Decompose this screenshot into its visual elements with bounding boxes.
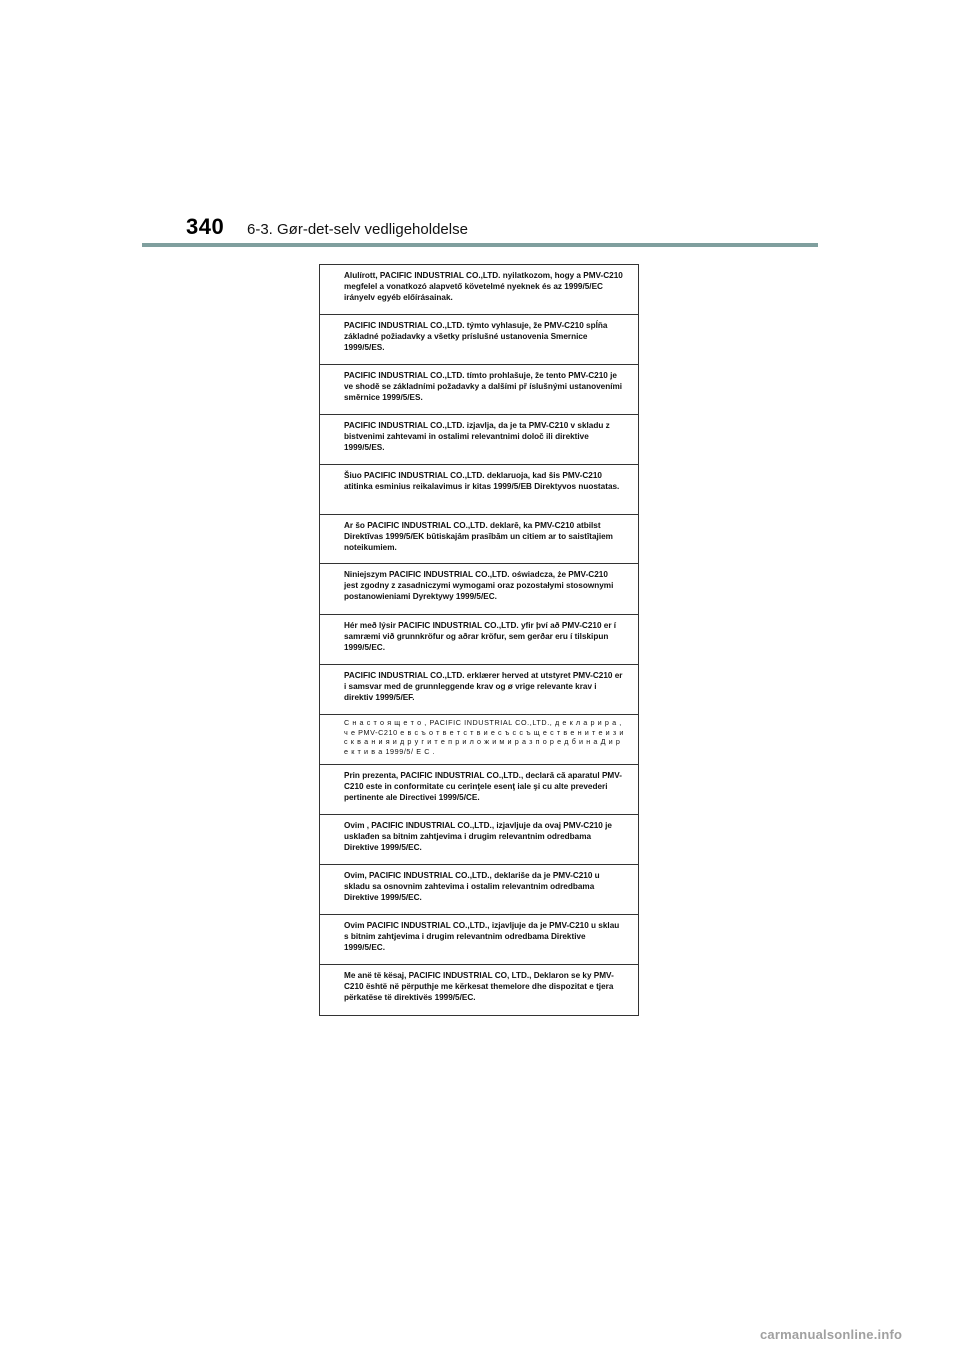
header-divider: [142, 243, 818, 247]
declaration-cell-lt: Šiuo PACIFIC INDUSTRIAL CO.,LTD. deklaruoja, kad šis PMV-C210 atitinka esminius reikalavimus ir kitas 1999/5/EB Direktyvos nuostatas.: [320, 465, 638, 515]
declaration-cell-lv: Ar šo PACIFIC INDUSTRIAL CO.,LTD. deklarē, ka PMV-C210 atbilst Direktīvas 1999/5/EK būtiskajām prasībām un citiem ar to saistītajiem noteikumiem.: [320, 515, 638, 564]
declaration-cell-cs: PACIFIC INDUSTRIAL CO.,LTD. tímto prohlašuje, že tento PMV-C210 je ve shodě se základními požadavky a dalšími př íslušnými ustanoveními směrnice 1999/5/ES.: [320, 365, 638, 415]
declaration-cell-no: PACIFIC INDUSTRIAL CO.,LTD. erklærer herved at utstyret PMV-C210 er i samsvar med de grunnleggende krav og ø vrige relevante krav i direktiv 1999/5/EF.: [320, 665, 638, 715]
section-title: 6-3. Gør-det-selv vedligeholdelse: [247, 221, 468, 238]
declaration-cell-sq: Me anë të kësaj, PACIFIC INDUSTRIAL CO, LTD., Deklaron se ky PMV-C210 është në përputhje me kërkesat themelore dhe dispozitat e tjera përkatëse të direktivës 1999/5/EC.: [344, 971, 614, 1002]
declaration-cell-sl: PACIFIC INDUSTRIAL CO.,LTD. izjavlja, da je ta PMV-C210 v skladu z bistvenimi zahtevami in ostalimi relevantnimi določ ili direktive 1999/5/ES.: [320, 415, 638, 465]
declaration-cell-bs: Ovim PACIFIC INDUSTRIAL CO.,LTD., izjavljuje da je PMV-C210 u sklau s bitnim zahtjevima i drugim relevantnim odredbama Direktive 1999/5/EC.: [320, 915, 638, 965]
declaration-cell-ro: Prin prezenta, PACIFIC INDUSTRIAL CO.,LTD., declară că aparatul PMV-C210 este in conformitate cu cerinţele esenţ iale şi cu alte prevederi pertinente ale Directivei 1999/5/CE.: [320, 765, 638, 815]
declaration-cell-hr: Ovim , PACIFIC INDUSTRIAL CO.,LTD., izjavljuje da ovaj PMV-C210 je usklađen sa bitnim zahtjevima i drugim relevantnim odredbama Direktive 1999/5/EC.: [320, 815, 638, 865]
declaration-cell-pl: Niniejszym PACIFIC INDUSTRIAL CO.,LTD. oświadcza, że PMV-C210 jest zgodny z zasadniczymi wymogami oraz pozostałymi stosownymi postanowieniami Dyrektywy 1999/5/EC.: [320, 564, 638, 615]
page-header: [0, 0, 960, 250]
declaration-cell-bg: С н а с т о я щ е т о , PACIFIC INDUSTRIAL CO.,LTD., д е к л а р и р а , ч е PMV-C210 е в с ъ о т в е т с т в и е с ъ с с ъ щ е с т в е н и т е и з и с к в а н и я и д р у г и т е п р и л о ж и м и р а з п о р е д б и н а Д и р е к т и в а 1999/5/ Е С .: [320, 715, 638, 765]
declaration-table: [319, 264, 639, 1016]
page-number: 340: [186, 214, 225, 239]
watermark-logo: carmanualsonline.info: [760, 1327, 903, 1342]
declaration-cell-sk: PACIFIC INDUSTRIAL CO.,LTD. týmto vyhlasuje, že PMV-C210 spĺňa základné požiadavky a všetky príslušné ustanovenia Smernice 1999/5/ES.: [320, 315, 638, 365]
declaration-cell-is: Hér með lýsir PACIFIC INDUSTRIAL CO.,LTD. yfir því að PMV-C210 er í samræmi við grunnkröfur og aðrar kröfur, sem gerðar eru í tilskipun 1999/5/EC.: [320, 615, 638, 665]
declaration-cell-hu: Alulírott, PACIFIC INDUSTRIAL CO.,LTD. nyilatkozom, hogy a PMV-C210 megfelel a vonatkozó alapvető követelmé nyeknek és az 1999/5/EC irányelv egyéb előírásainak.: [320, 265, 638, 315]
declaration-cell-sr: Ovim, PACIFIC INDUSTRIAL CO.,LTD., deklariše da je PMV-C210 u skladu sa osnovnim zahtevima i ostalim relevantnim odredbama Direktive 1999/5/EC.: [320, 865, 638, 915]
